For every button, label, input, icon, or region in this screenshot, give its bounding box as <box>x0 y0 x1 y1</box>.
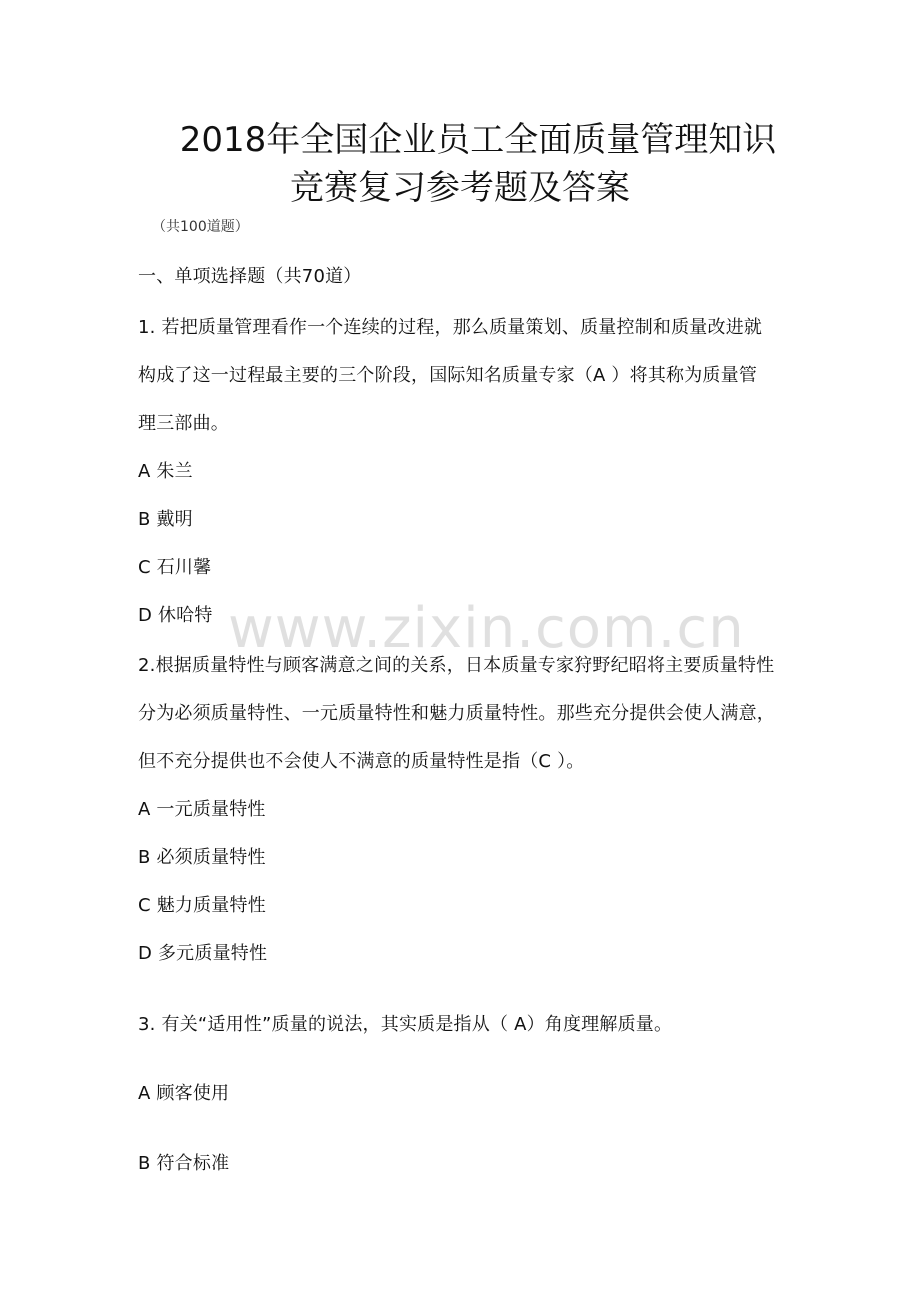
watermark: www.zixin.com.cn <box>228 596 745 661</box>
q1-text-line3: 理三部曲。 <box>138 413 229 434</box>
q1-option-b: B 戴明 <box>138 509 193 530</box>
q2-option-c: C 魅力质量特性 <box>138 895 266 916</box>
section-heading: 一、单项选择题（共70道） <box>138 266 362 287</box>
q3-option-a: A 顾客使用 <box>138 1083 230 1104</box>
q1-option-d: D 休哈特 <box>138 605 213 626</box>
q2-text-line2: 分为必须质量特性、一元质量特性和魅力质量特性。那些充分提供会使人满意， <box>138 703 775 724</box>
document-title-line2: 竞赛复习参考题及答案 <box>290 168 630 208</box>
q1-text-line1: 1. 若把质量管理看作一个连续的过程，那么质量策划、质量控制和质量改进就 <box>138 317 763 338</box>
q1-text-line2: 构成了这一过程最主要的三个阶段，国际知名质量专家（A ）将其称为质量管 <box>138 365 758 386</box>
q2-text-line1: 2.根据质量特性与顾客满意之间的关系，日本质量专家狩野纪昭将主要质量特性 <box>138 655 775 676</box>
document-title-line1: 2018年全国企业员工全面质量管理知识 <box>179 120 777 160</box>
q2-option-d: D 多元质量特性 <box>138 943 268 964</box>
q2-text-line3: 但不充分提供也不会使人不满意的质量特性是指（C ）。 <box>138 751 585 772</box>
q1-option-a: A 朱兰 <box>138 461 193 482</box>
q1-option-c: C 石川馨 <box>138 557 212 578</box>
q2-option-b: B 必须质量特性 <box>138 847 266 868</box>
question-count-note: （共100道题） <box>152 219 249 235</box>
q3-text-line1: 3. 有关“适用性”质量的说法，其实质是指从（ A）角度理解质量。 <box>138 1014 673 1035</box>
q3-option-b: B 符合标准 <box>138 1153 230 1174</box>
q2-option-a: A 一元质量特性 <box>138 799 266 820</box>
